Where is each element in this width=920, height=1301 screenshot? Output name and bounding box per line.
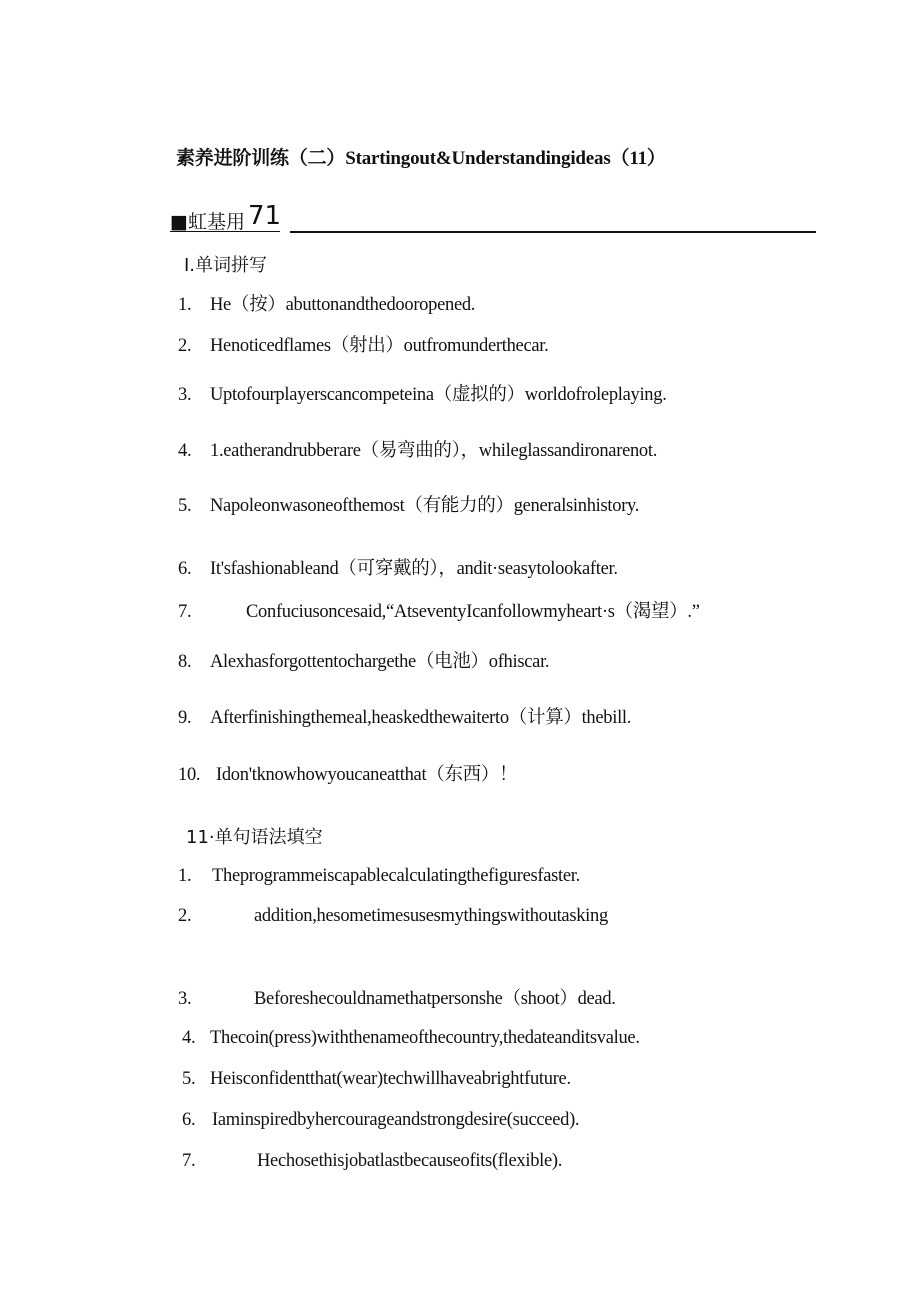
part1-item-9 (178, 703, 631, 729)
item-number: 7. (182, 1151, 196, 1171)
part1-item-6 (178, 554, 618, 580)
item-text: Thecoin(press)withthenameofthecountry,thedateanditsvalue. (210, 1028, 640, 1048)
item-number: 1. (178, 866, 192, 886)
section-divider-line (290, 231, 816, 233)
section-underline-left (170, 231, 280, 232)
part2-item-2 (178, 906, 608, 927)
item-text: Heisconfidentthat(wear)techwillhaveabrightfuture. (210, 1069, 571, 1089)
part1-item-4 (178, 436, 657, 462)
item-number: 8. (178, 652, 192, 672)
part1-item-8 (178, 647, 549, 673)
part2-item-1 (178, 866, 580, 887)
item-text: Afterfinishingthemeal,heaskedthewaiterto（计算）thebill. (210, 708, 632, 728)
section-number: 71 (248, 201, 282, 231)
section-bar (170, 203, 816, 237)
item-number: 1. (178, 295, 192, 315)
part2-item-6 (182, 1110, 579, 1131)
page-title: 素养进阶训练（二）Startingout&Understandingideas（11） (176, 148, 666, 169)
item-number: 5. (178, 496, 192, 516)
item-number: 6. (182, 1110, 196, 1130)
section-label: ■虹基用 (170, 211, 245, 233)
item-text: Beforeshecouldnamethatpersonshe（shoot）dead. (254, 989, 616, 1009)
item-text: Uptofourplayerscancompeteina（虚拟的）worldofroleplaying. (210, 385, 667, 405)
item-text: Hechosethisjobatlastbecauseofits(flexible). (257, 1151, 563, 1171)
item-number: 2. (178, 906, 192, 926)
part1-heading: I.单词拼写 (184, 255, 268, 276)
part1-item-1 (178, 290, 475, 316)
item-text: 1.eatherandrubberare（易弯曲的），whileglassandironarenot. (210, 441, 658, 461)
part1-item-3 (178, 380, 667, 406)
part2-item-7 (182, 1151, 562, 1172)
item-number: 4. (182, 1028, 196, 1048)
part1-item-10 (178, 760, 517, 786)
item-number: 4. (178, 441, 192, 461)
item-number: 10. (178, 765, 201, 785)
part2-heading: 11·单句语法填空 (186, 827, 323, 848)
item-number: 7. (178, 602, 192, 622)
item-number: 6. (178, 559, 192, 579)
item-text: Idon'tknowhowyoucaneatthat（东西）！ (216, 765, 518, 785)
part2-item-4 (182, 1028, 640, 1049)
item-number: 5. (182, 1069, 196, 1089)
item-text: Iaminspiredbyhercourageandstrongdesire(succeed). (212, 1110, 580, 1130)
part1-item-5 (178, 491, 639, 517)
item-text: Henoticedflames（射出）outfromunderthecar. (210, 336, 549, 356)
part2-item-5 (182, 1069, 571, 1090)
item-text: Theprogrammeiscapablecalculatingthefiguresfaster. (212, 866, 580, 886)
item-text: It'sfashionableand（可穿戴的），andit·seasytolookafter. (210, 559, 618, 579)
item-number: 2. (178, 336, 192, 356)
item-text: He（按）abuttonandthedooropened. (210, 295, 476, 315)
part1-item-2 (178, 331, 548, 357)
item-number: 3. (178, 385, 192, 405)
item-text: addition,hesometimesusesmythingswithoutasking (254, 906, 608, 926)
part2-item-3 (178, 984, 616, 1010)
item-number: 9. (178, 708, 192, 728)
item-text: Napoleonwasoneofthemost（有能力的）generalsinhistory. (210, 496, 640, 516)
item-text: Confuciusoncesaid,“AtseventyIcanfollowmyheart·s（渴望）.” (246, 602, 700, 622)
part1-item-7 (178, 597, 700, 623)
item-number: 3. (178, 989, 192, 1009)
item-text: Alexhasforgottentochargethe（电池）ofhiscar. (210, 652, 550, 672)
